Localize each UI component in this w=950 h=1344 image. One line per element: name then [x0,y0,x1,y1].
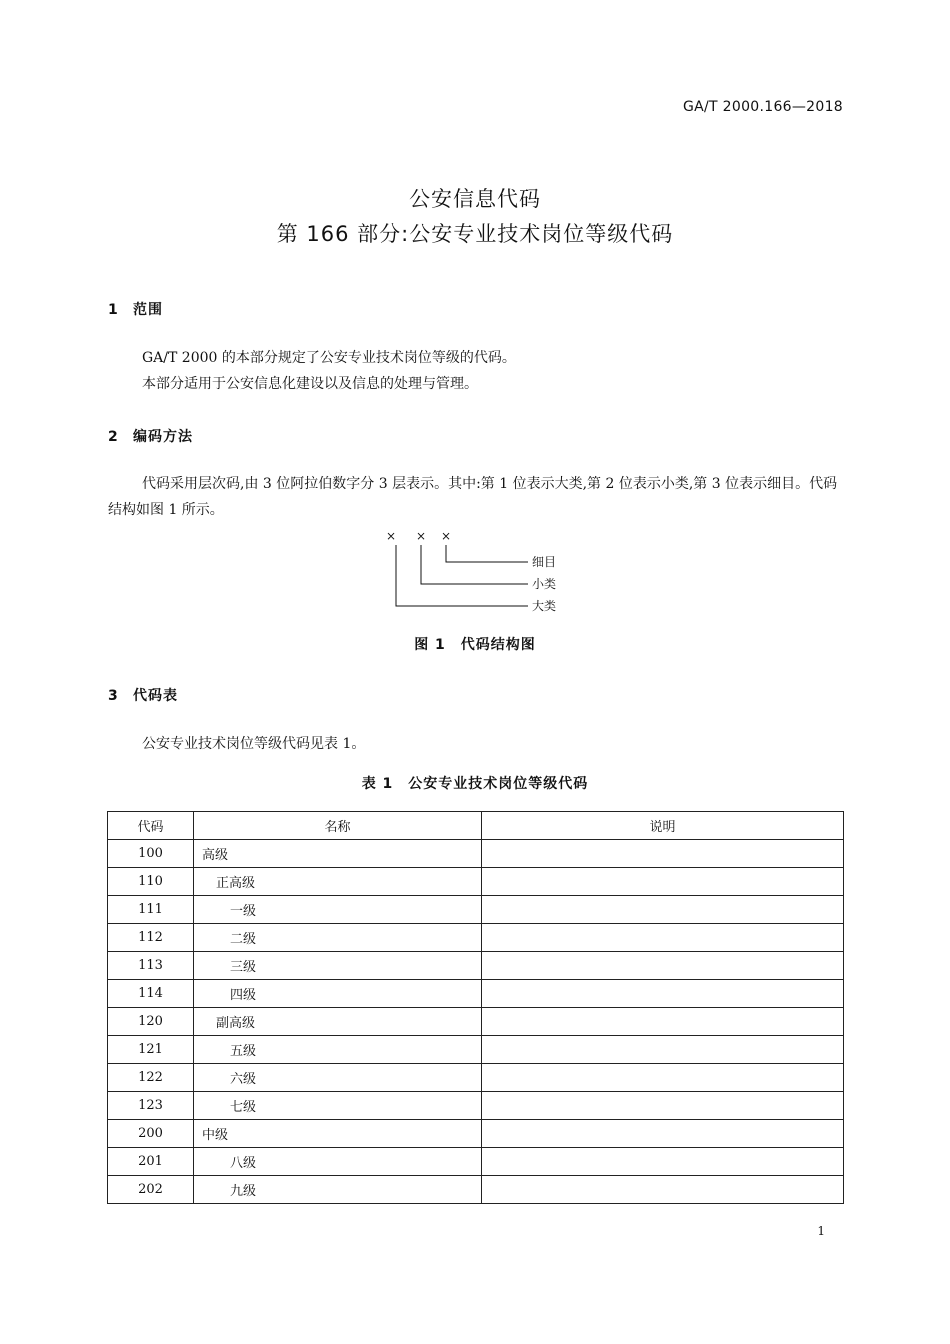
section-title: 编码方法 [133,429,193,445]
label-subclass: 小类 [532,577,557,591]
table-row [108,1008,844,1036]
grade-name: 七级 [230,1100,257,1115]
standard-number: GA/T 2000.166—2018 [683,99,843,115]
section-title: 代码表 [133,688,178,704]
cell-note [482,924,844,952]
cell-code: 120 [108,1008,194,1036]
grade-name: 高级 [202,848,229,863]
cell-code: 123 [108,1092,194,1120]
code-table [107,811,844,1204]
table-row [108,1092,844,1120]
cell-name [194,1176,482,1204]
grade-name: 四级 [230,988,257,1003]
cell-code: 122 [108,1064,194,1092]
grade-name: 副高级 [216,1016,256,1031]
cell-note [482,1176,844,1204]
scope-paragraph-2: 本部分适用于公安信息化建设以及信息的处理与管理。 [142,376,478,392]
table-row [108,1064,844,1092]
cell-name [194,980,482,1008]
table-row [108,1176,844,1204]
cell-code: 113 [108,952,194,980]
table-header-row [108,812,844,840]
column-header-note: 说明 [482,812,844,840]
cell-note [482,840,844,868]
table-row [108,1120,844,1148]
label-class: 大类 [532,599,557,613]
grade-name: 六级 [230,1072,257,1087]
table-body [108,840,844,1204]
cell-name [194,840,482,868]
cell-note [482,1120,844,1148]
grade-name: 正高级 [216,876,256,891]
cell-code: 112 [108,924,194,952]
table-row [108,924,844,952]
cell-note [482,1036,844,1064]
column-header-code: 代码 [108,812,194,840]
digit-symbol-1: × [385,529,397,543]
cell-note [482,1008,844,1036]
document-title: 公安信息代码 [409,187,541,211]
grade-name: 二级 [230,932,257,947]
grade-name: 五级 [230,1044,257,1059]
table-row [108,868,844,896]
cell-name [194,952,482,980]
connector-line-3 [446,545,528,562]
code-structure-diagram [380,524,580,616]
table-caption: 表 1 公安专业技术岗位等级代码 [361,776,589,792]
document-subtitle: 第 166 部分:公安专业技术岗位等级代码 [276,222,674,246]
table-row [108,1148,844,1176]
cell-note [482,896,844,924]
cell-code: 114 [108,980,194,1008]
figure-caption: 图 1 代码结构图 [414,637,536,653]
section-heading-encoding [108,426,193,446]
cell-note [482,1064,844,1092]
connector-line-2 [421,545,528,584]
cell-code: 110 [108,868,194,896]
digit-symbol-3: × [440,529,452,543]
label-subitem: 细目 [532,555,557,569]
grade-name: 三级 [230,960,257,975]
grade-name: 中级 [202,1128,229,1143]
cell-name [194,1092,482,1120]
table-row [108,952,844,980]
cell-name [194,1064,482,1092]
scope-paragraph-1: GA/T 2000 的本部分规定了公安专业技术岗位等级的代码。 [142,350,516,366]
cell-code: 111 [108,896,194,924]
code-structure-figure [380,524,580,620]
table-row [108,980,844,1008]
cell-code: 202 [108,1176,194,1204]
section-title: 范围 [133,302,163,318]
column-header-name: 名称 [194,812,482,840]
section-number: 2 [108,429,119,445]
section-number: 3 [108,688,119,704]
cell-note [482,952,844,980]
cell-name [194,868,482,896]
section-number: 1 [108,302,119,318]
cell-name [194,1036,482,1064]
cell-note [482,1092,844,1120]
cell-name [194,1120,482,1148]
cell-code: 201 [108,1148,194,1176]
cell-name [194,1008,482,1036]
section-heading-scope [108,299,163,319]
cell-name [194,1148,482,1176]
cell-name [194,896,482,924]
grade-name: 九级 [230,1184,257,1199]
grade-name: 八级 [230,1156,257,1171]
cell-note [482,1148,844,1176]
encoding-paragraph: 代码采用层次码,由 3 位阿拉伯数字分 3 层表示。其中:第 1 位表示大类,第 2 位表示小类,第 3 位表示细目。代码结构如图 1 所示。 [108,476,838,518]
cell-code: 100 [108,840,194,868]
cell-code: 200 [108,1120,194,1148]
table-row [108,840,844,868]
cell-code: 121 [108,1036,194,1064]
cell-name [194,924,482,952]
cell-note [482,980,844,1008]
digit-symbol-2: × [415,529,427,543]
grade-name: 一级 [230,904,257,919]
page-number: 1 [817,1224,825,1238]
table-row [108,896,844,924]
table-row [108,1036,844,1064]
code-table-paragraph: 公安专业技术岗位等级代码见表 1。 [142,736,366,752]
connector-line-1 [396,545,528,606]
cell-note [482,868,844,896]
section-heading-code-table [108,685,178,705]
